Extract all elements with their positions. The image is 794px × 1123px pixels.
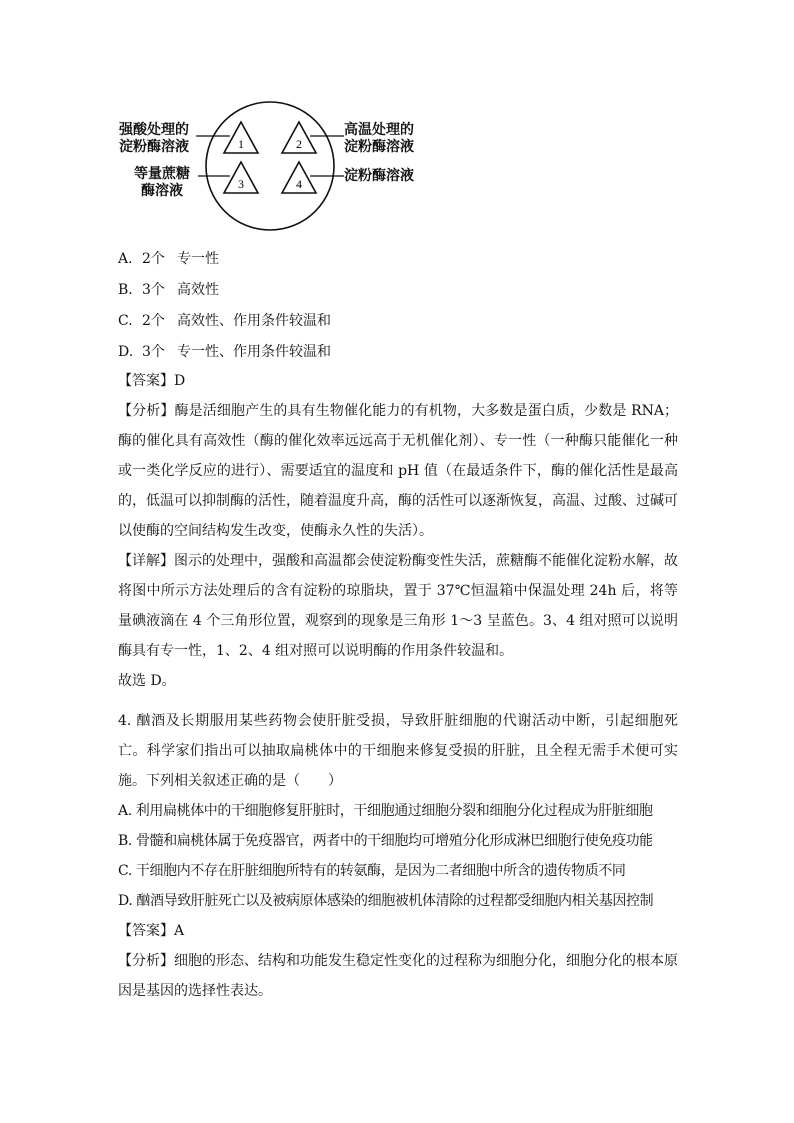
q4-answer — [118, 916, 678, 946]
option-text: 专一性 — [177, 251, 219, 267]
q4-analysis — [118, 946, 678, 1006]
q3-option-c — [118, 310, 331, 330]
q3-answer — [118, 366, 678, 396]
answer-value: D — [174, 373, 186, 389]
answer-tag: 【答案】 — [118, 923, 174, 939]
analysis-text: 酶是活细胞产生的具有生物催化能力的有机物，大多数是蛋白质，少数是 RNA；酶的催化具有高效性（酶的催化效率远远高于无机催化剂）、专一性（一种酶只能催化一种或一类化学反应的进行）、需要适宜的温度和 pH 值（在最适条件下，酶的催化活性是最高的，低温可以抑制酶的活性，随着温度升高，酶的活性可以逐渐恢复，高温、过酸、过碱可以使酶的空间结构发生改变，使酶永久性的失活）。 — [118, 403, 679, 539]
option-text: 高效性 — [177, 282, 219, 298]
option-count: 2个 — [142, 313, 165, 329]
label-sucrase-line2: 酶溶液 — [141, 183, 183, 199]
label-strong-acid-line1: 强酸处理的 — [119, 122, 189, 138]
option-letter: D. — [118, 344, 134, 360]
petri-dish-figure — [112, 96, 442, 238]
triangle-2-number: 2 — [296, 137, 302, 151]
detail-text: 图示的处理中，强酸和高温都会使淀粉酶变性失活，蔗糖酶不能催化淀粉水解，故将图中所示方法处理后的含有淀粉的琼脂块，置于 37℃恒温箱中保温处理 24h 后，将等量碘液滴在 4 个三角形位置，观察到的现象是三角形 1～3 呈蓝色。3、4 组对照可以说明酶具有专一性，1、2、4 组对照可以说明酶的作用条件较温和。 — [118, 553, 678, 659]
q4-option-a: A. 利用扁桃体中的干细胞修复肝脏时，干细胞通过细胞分裂和细胞分化过程成为肝脏细胞 — [118, 803, 653, 819]
triangle-1-number: 1 — [238, 137, 244, 151]
option-text: 高效性、作用条件较温和 — [177, 313, 331, 329]
analysis-tag: 【分析】 — [118, 953, 174, 969]
q3-detail — [118, 546, 678, 666]
option-letter: A. — [118, 251, 133, 267]
option-text: 专一性、作用条件较温和 — [177, 344, 331, 360]
label-high-temp — [344, 122, 414, 156]
q4-stem: 4. 酗酒及长期服用某些药物会使肝脏受损，导致肝脏细胞的代谢活动中断，引起细胞死亡。科学家们指出可以抽取扁桃体中的干细胞来修复受损的肝脏，且全程无需手术便可实施。下列相关叙述正确的是（ ） — [118, 713, 678, 789]
label-strong-acid-line2: 淀粉酶溶液 — [119, 139, 189, 155]
triangle-3-number: 3 — [238, 177, 244, 191]
label-high-temp-line2: 淀粉酶溶液 — [344, 139, 414, 155]
analysis-tag: 【分析】 — [118, 403, 175, 419]
analysis-text: 细胞的形态、结构和功能发生稳定性变化的过程称为细胞分化，细胞分化的根本原因是基因的选择性表达。 — [118, 953, 678, 999]
q3-option-d — [118, 341, 331, 361]
label-sucrase — [134, 166, 190, 200]
option-count: 3个 — [142, 282, 165, 298]
option-count: 3个 — [142, 344, 165, 360]
option-letter: B. — [118, 282, 133, 298]
label-high-temp-line1: 高温处理的 — [344, 122, 414, 138]
q3-conclusion: 故选 D。 — [118, 673, 176, 689]
answer-value: A — [174, 923, 185, 939]
option-letter: C. — [118, 313, 133, 329]
label-sucrase-line1: 等量蔗糖 — [134, 166, 190, 182]
label-amylase: 淀粉酶溶液 — [344, 168, 414, 184]
triangle-4-number: 4 — [296, 177, 302, 191]
q4-option-b: B. 骨髓和扁桃体属于免疫器官，两者中的干细胞均可增殖分化形成淋巴细胞行使免疫功能 — [118, 833, 653, 849]
q4-block — [118, 706, 678, 1006]
label-strong-acid — [119, 122, 189, 156]
q3-option-b — [118, 279, 219, 299]
q4-option-d: D. 酗酒导致肝脏死亡以及被病原体感染的细胞被机体清除的过程都受细胞内相关基因控制 — [118, 893, 654, 909]
q3-analysis — [118, 396, 678, 546]
answer-tag: 【答案】 — [118, 373, 174, 389]
option-count: 2个 — [142, 251, 165, 267]
q3-solution — [118, 366, 678, 696]
q4-option-c: C. 干细胞内不存在肝脏细胞所特有的转氨酶，是因为二者细胞中所含的遗传物质不同 — [118, 863, 626, 879]
detail-tag: 【详解】 — [118, 553, 174, 569]
dish-circle — [206, 102, 334, 230]
q3-option-a — [118, 248, 219, 268]
